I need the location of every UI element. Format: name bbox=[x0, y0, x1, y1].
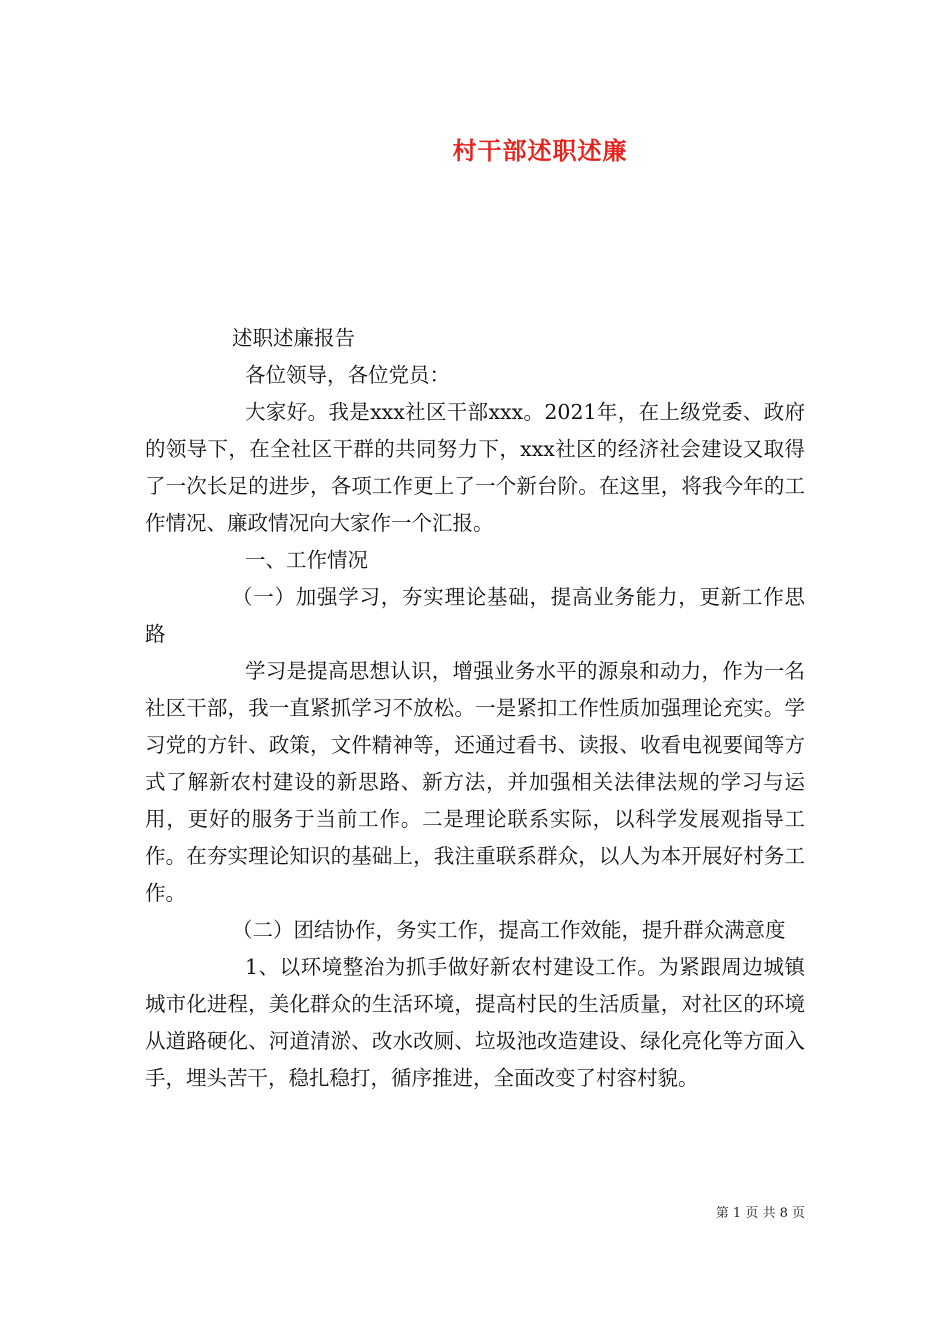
intro-paragraph: 大家好。我是xxx社区干部xxx。2021年，在上级党委、政府的领导下，在全社区干群的共同努力下，xxx社区的经济社会建设又取得了一次长足的进步，各项工作更上了一个新台阶。在这里，将我今年的工作情况、廉政情况向大家作一个汇报。 bbox=[145, 400, 805, 535]
page-indicator: 第 1 页 共 8 页 bbox=[715, 1206, 805, 1221]
section-heading-work: 一、工作情况 bbox=[245, 548, 368, 572]
study-paragraph: 学习是提高思想认识，增强业务水平的源泉和动力，作为一名社区干部，我一直紧抓学习不放松。一是紧扣工作性质加强理论充实。学习党的方针、政策，文件精神等，还通过看书、读报、收看电视要闻等方式了解新农村建设的新思路、新方法，并加强相关法律法规的学习与运用，更好的服务于当前工作。二是理论联系实际，以科学发展观指导工作。在夯实理论知识的基础上，我注重联系群众，以人为本开展好村务工作。 bbox=[145, 659, 805, 905]
document-body bbox=[145, 320, 805, 1097]
environment-paragraph: 1、以环境整治为抓手做好新农村建设工作。为紧跟周边城镇城市化进程，美化群众的生活环境，提高村民的生活质量，对社区的环境从道路硬化、河道清淤、改水改厕、垃圾池改造建设、绿化亮化等方面入手，埋头苦干，稳扎稳打，循序推进，全面改变了村容村貌。 bbox=[145, 955, 805, 1090]
subsection-heading-2: （二）团结协作，务实工作，提高工作效能，提升群众满意度 bbox=[232, 918, 786, 942]
subsection-heading-1: （一）加强学习，夯实理论基础，提高业务能力，更新工作思路 bbox=[145, 585, 805, 646]
report-subtitle: 述职述廉报告 bbox=[232, 326, 355, 350]
document-title: 村干部述职述廉 bbox=[452, 136, 628, 165]
salutation: 各位领导，各位党员： bbox=[245, 363, 450, 387]
